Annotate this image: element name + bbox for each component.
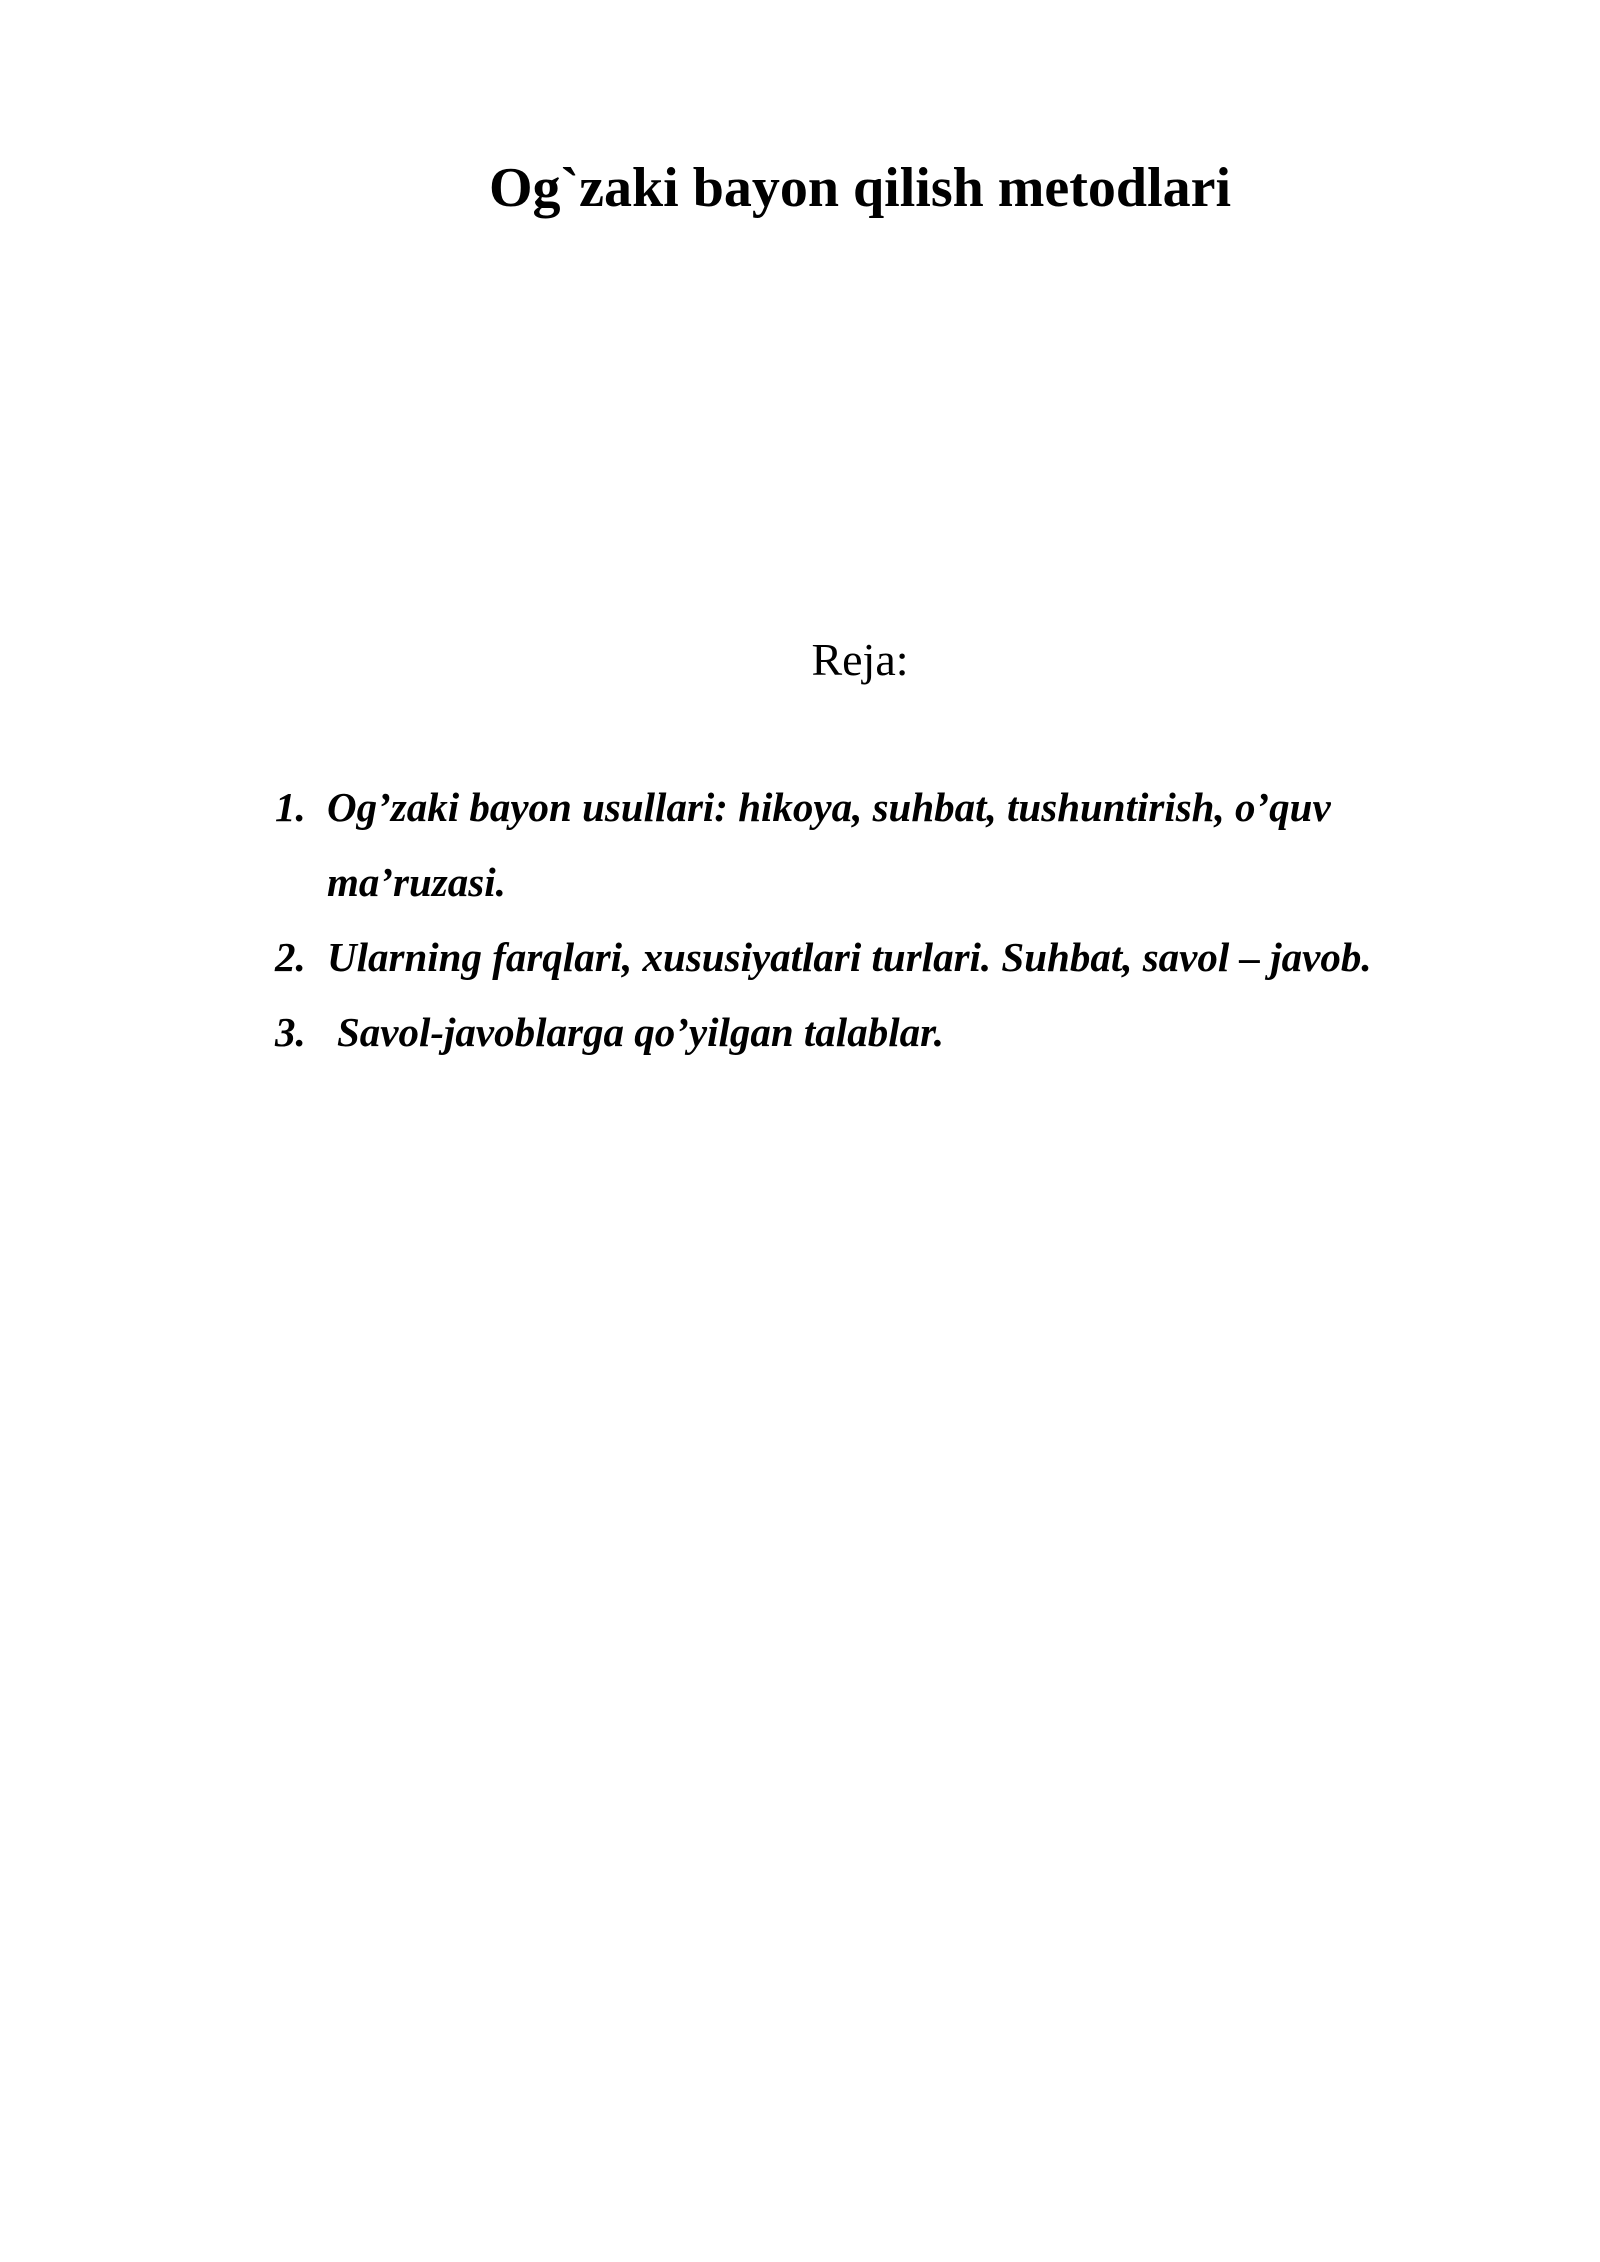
plan-item-number: 1. [275, 784, 306, 830]
plan-item-text: Ularning farqlari, xususiyatlari turlari. Suhbat, savol – javob. [327, 934, 1372, 980]
plan-item [275, 995, 1455, 1070]
plan-heading: Reja: [811, 634, 909, 685]
plan-item-text: Og’zaki bayon usullari: hikoya, suhbat, tushuntirish, o’quv ma’ruzasi. [327, 784, 1331, 905]
plan-item [275, 920, 1455, 995]
plan-item-number: 3. [275, 1009, 306, 1055]
plan-item [275, 770, 1455, 920]
plan-item-text: Savol-javoblarga qo’yilgan talablar. [337, 1009, 945, 1055]
plan-item-number: 2. [275, 934, 306, 980]
page-title: Og`zaki bayon qilish metodlari [488, 157, 1232, 219]
plan-list [275, 770, 1455, 1070]
